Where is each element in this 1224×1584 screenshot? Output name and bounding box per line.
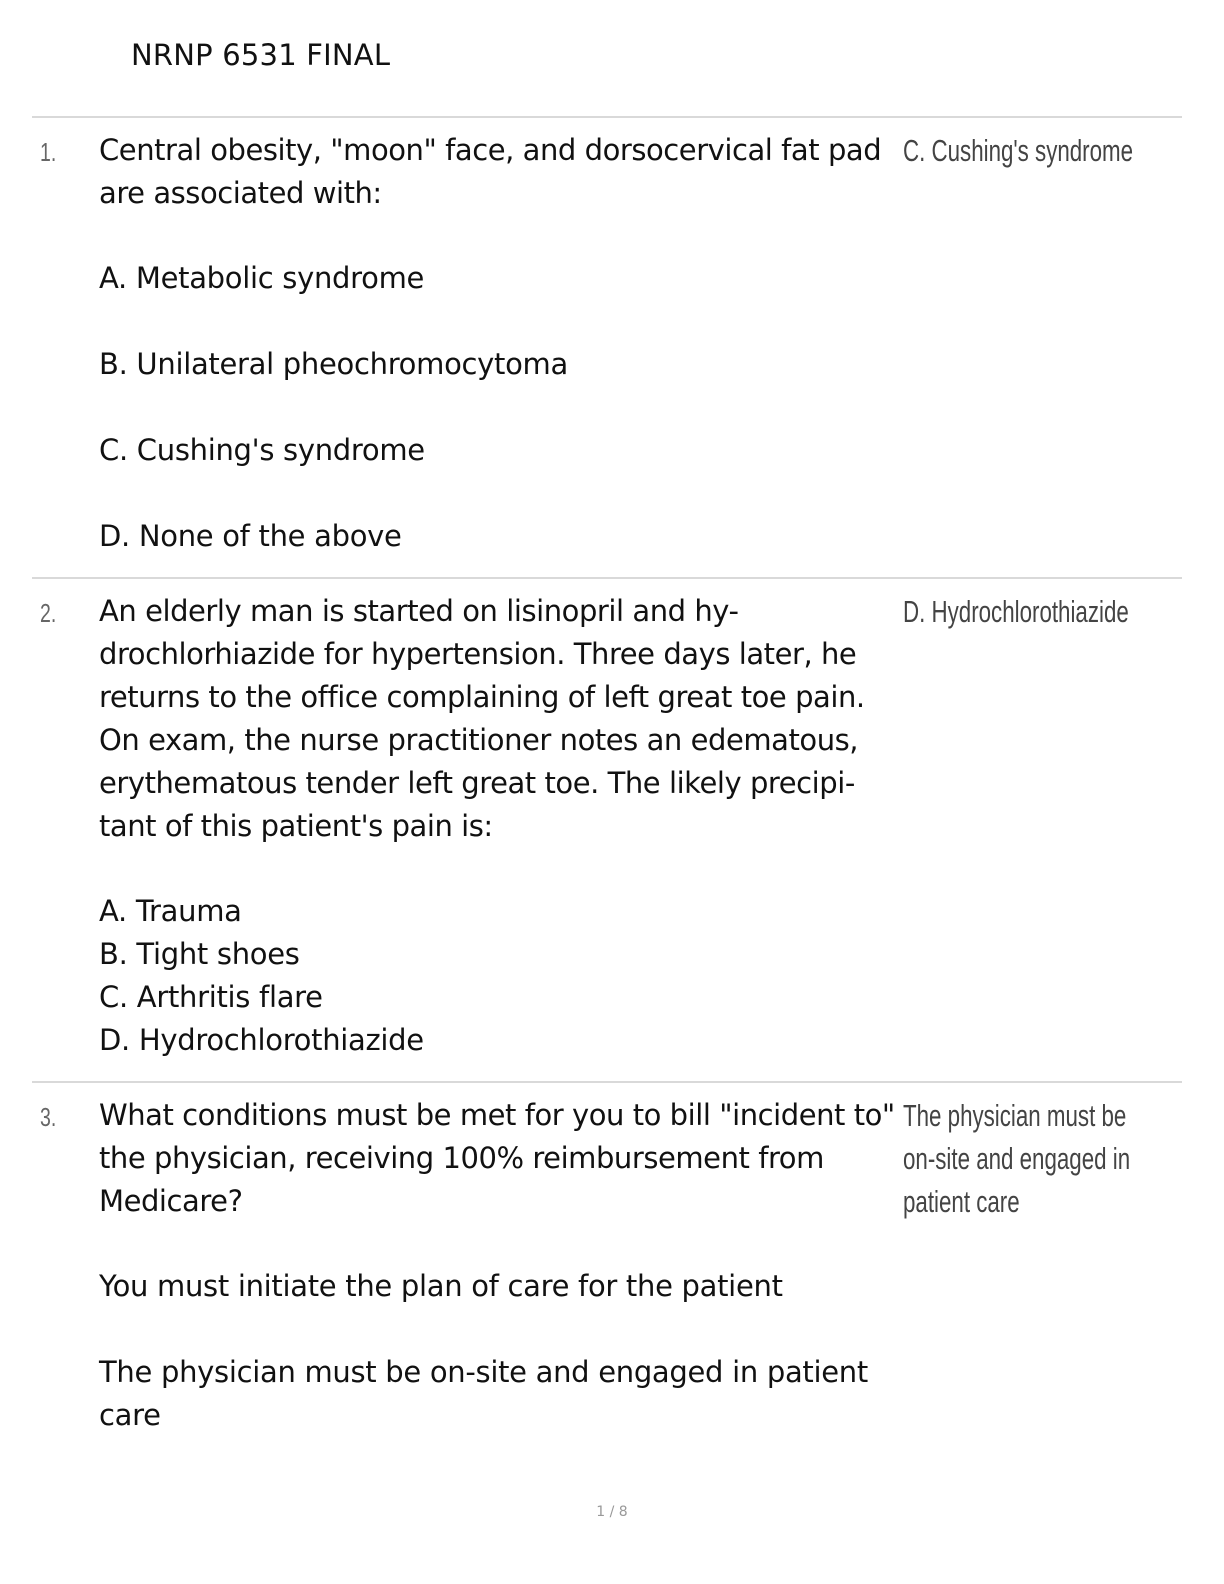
option: D. Hydrochlorothiazide: [99, 1023, 424, 1057]
option: B. Tight shoes: [99, 937, 300, 971]
question-number: 3.: [40, 1102, 57, 1132]
divider: [32, 577, 1182, 579]
question-number: 2.: [40, 598, 57, 628]
option: You must initiate the plan of care for the patient: [99, 1269, 783, 1303]
question-text: Central obesity, "moon" face, and dorsocervical fat pad are associated with:: [99, 133, 882, 210]
option: B. Unilateral pheochromocytoma: [99, 347, 568, 381]
divider: [32, 1081, 1182, 1083]
option: D. None of the above: [99, 519, 402, 553]
option: A. Trauma: [99, 894, 242, 928]
question-number: 1.: [40, 137, 57, 167]
option: The physician must be on-site and engaged in patient care: [99, 1355, 868, 1432]
question-text: What conditions must be met for you to bill "incident to" the physician, receiving 100% reimbursement from Medicare?: [99, 1098, 895, 1218]
question-text: An elderly man is started on lisinopril and hy-drochlorhiazide for hypertension. Three days later, he returns to the office complaining of left great toe pain. On exam, the nurse practitioner notes an edematous, erythematous tender left great toe. The likely precipi-tant of this patient's pain is:: [99, 594, 865, 843]
answer: The physician must be on-site and engaged in patient care: [903, 1098, 1131, 1219]
answer: C. Cushing's syndrome: [903, 133, 1134, 168]
option: A. Metabolic syndrome: [99, 261, 425, 295]
document-title: NRNP 6531 FINAL: [131, 38, 391, 72]
option: C. Arthritis flare: [99, 980, 323, 1014]
divider: [32, 116, 1182, 118]
page-indicator: 1 / 8: [596, 1504, 628, 1520]
answer: D. Hydrochlorothiazide: [903, 594, 1129, 629]
option: C. Cushing's syndrome: [99, 433, 425, 467]
